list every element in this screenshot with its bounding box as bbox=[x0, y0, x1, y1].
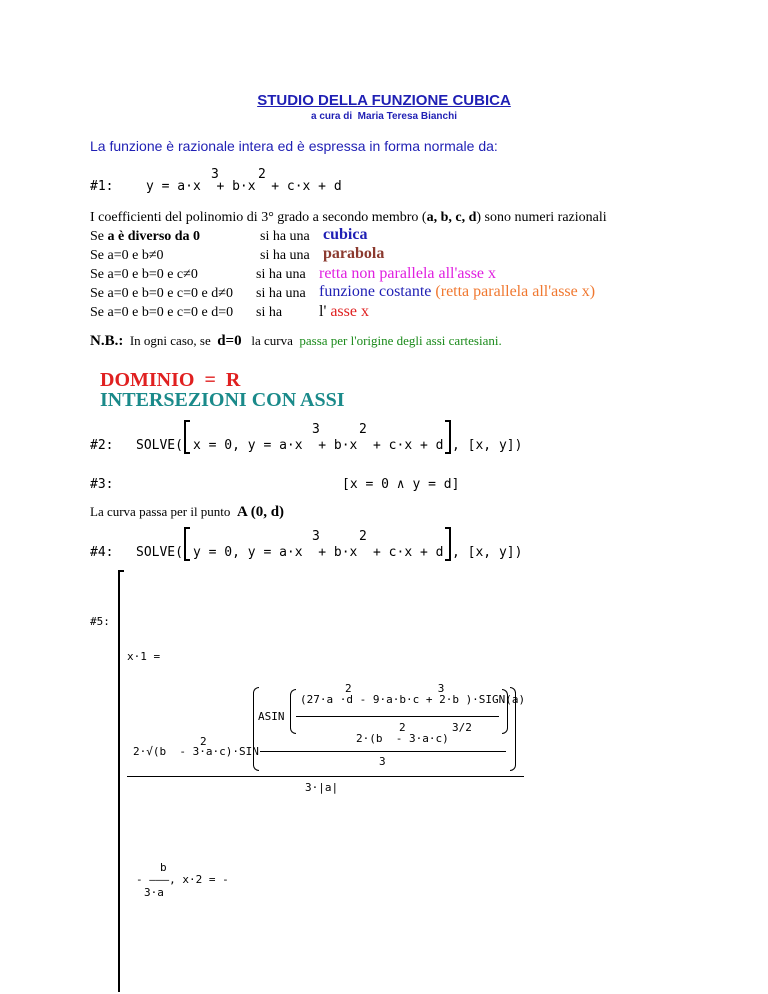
coefficients-vars: a, b, c, d bbox=[426, 210, 477, 225]
eq4-label: #4: bbox=[90, 545, 114, 560]
sin-fraction-line bbox=[260, 751, 506, 752]
nb-text2: la curva bbox=[251, 333, 293, 348]
eq2-open-bracket bbox=[184, 420, 190, 454]
case-result-2: parabola bbox=[323, 245, 385, 262]
eq4-pre: SOLVE( bbox=[136, 545, 183, 560]
outer-left: 2·√(b - 3·a·c)·SIN bbox=[133, 745, 259, 758]
l-prefix: l' bbox=[319, 303, 327, 320]
intersezioni-heading: INTERSEZIONI CON ASSI bbox=[100, 389, 345, 411]
note-paren-open: ( bbox=[435, 283, 441, 300]
case-verb-5: si ha bbox=[256, 305, 283, 320]
eq1-expression: y = a·x + b·x + c·x + d bbox=[146, 179, 342, 194]
case-cond-prefix: Se bbox=[90, 229, 108, 244]
coefficients-sentence-start: I coefficienti del polinomio di 3° grado a secondo membro ( bbox=[90, 210, 427, 225]
inner-fraction-line bbox=[296, 716, 499, 717]
nb-green: passa per l'origine degli assi cartesiani. bbox=[299, 333, 502, 348]
main-denominator: 3·|a| bbox=[305, 781, 339, 794]
case-result-1: cubica bbox=[323, 226, 368, 243]
case-result-3: retta non parallela all'asse x bbox=[319, 265, 497, 282]
nb-text1: In ogni caso, se bbox=[129, 333, 211, 348]
dominio-heading: DOMINIO = R bbox=[100, 369, 241, 391]
page-title: STUDIO DELLA FUNZIONE CUBICA bbox=[257, 92, 511, 109]
outer-exponent: 2 bbox=[200, 735, 207, 748]
point-text: La curva passa per il punto bbox=[90, 504, 231, 519]
case-verb-2: si ha una bbox=[260, 248, 310, 263]
case-cond-3: Se a=0 e b=0 e c≠0 bbox=[90, 267, 198, 282]
sin-paren-open bbox=[253, 687, 259, 771]
case-verb-1: si ha una bbox=[260, 229, 310, 244]
eq4-open-bracket bbox=[184, 527, 190, 561]
coefficients-sentence-end: ) sono numeri razionali bbox=[476, 210, 607, 225]
eq4-post: , [x, y]) bbox=[452, 545, 523, 560]
case-verb-4: si ha una bbox=[256, 286, 306, 301]
case-result-4 bbox=[319, 283, 595, 301]
inner-numerator: (27·a ·d - 9·a·b·c + 2·b )·SIGN(a) bbox=[300, 693, 526, 706]
main-fraction-line bbox=[127, 776, 524, 777]
constant-function: funzione costante bbox=[319, 283, 432, 300]
inner-den-exponents: 2 3/2 bbox=[399, 721, 472, 734]
case-cond-5: Se a=0 e b=0 e c=0 e d=0 bbox=[90, 305, 234, 320]
eq5-big-bracket bbox=[118, 570, 124, 992]
sin-denominator: 3 bbox=[379, 755, 386, 768]
eq5-label: #5: bbox=[90, 615, 110, 628]
eq4-close-bracket bbox=[445, 527, 451, 561]
eq2-pre: SOLVE( bbox=[136, 438, 183, 453]
nb-label: N.B.: bbox=[90, 333, 124, 349]
eq3-label: #3: bbox=[90, 477, 114, 492]
eq3-expression: [x = 0 ∧ y = d] bbox=[342, 477, 460, 492]
eq4-exponents: 3 2 bbox=[312, 529, 367, 544]
b-numerator: b bbox=[160, 861, 167, 874]
case-verb-3: si ha una bbox=[256, 267, 306, 282]
eq4-expression: y = 0, y = a·x + b·x + c·x + d bbox=[193, 545, 444, 560]
parallel-note bbox=[435, 283, 595, 300]
case-cond-2: Se a=0 e b≠0 bbox=[90, 248, 164, 263]
eq2-expression: x = 0, y = a·x + b·x + c·x + d bbox=[193, 438, 444, 453]
asin-label: ASIN bbox=[258, 710, 285, 723]
case-cond-bold: a è diverso da 0 bbox=[107, 229, 201, 244]
case-cond-4: Se a=0 e b=0 e c=0 e d≠0 bbox=[90, 286, 233, 301]
nb-line bbox=[90, 333, 502, 350]
case-row-1 bbox=[90, 229, 200, 245]
inner-denominator: 2·(b - 3·a·c) bbox=[356, 732, 449, 745]
eq2-label: #2: bbox=[90, 438, 114, 453]
eq2-close-bracket bbox=[445, 420, 451, 454]
coefficients-sentence bbox=[90, 210, 607, 226]
point-A: A (0, d) bbox=[236, 504, 285, 520]
note-text: retta parallela all'asse x bbox=[440, 283, 590, 300]
eq5-x1: x·1 = bbox=[127, 650, 161, 663]
asse-x: asse x bbox=[330, 303, 369, 320]
eq1-exponents: 3 2 bbox=[211, 167, 266, 182]
page-subtitle: a cura di Maria Teresa Bianchi bbox=[311, 111, 457, 122]
point-line bbox=[90, 504, 284, 521]
inner-num-exponents: 2 3 bbox=[345, 682, 445, 695]
case-result-5 bbox=[319, 303, 369, 321]
eq5-tail: - ———, x·2 = - bbox=[136, 873, 229, 886]
intro-text: La funzione è razionale intera ed è espressa in forma normale da: bbox=[90, 138, 498, 154]
eq2-exponents: 3 2 bbox=[312, 422, 367, 437]
eq2-post: , [x, y]) bbox=[452, 438, 523, 453]
nb-d0: d=0 bbox=[217, 333, 242, 349]
note-paren-close: ) bbox=[589, 283, 596, 300]
three-a-denominator: 3·a bbox=[144, 886, 164, 899]
eq1-label: #1: bbox=[90, 179, 114, 194]
asin-paren-open bbox=[290, 689, 296, 734]
